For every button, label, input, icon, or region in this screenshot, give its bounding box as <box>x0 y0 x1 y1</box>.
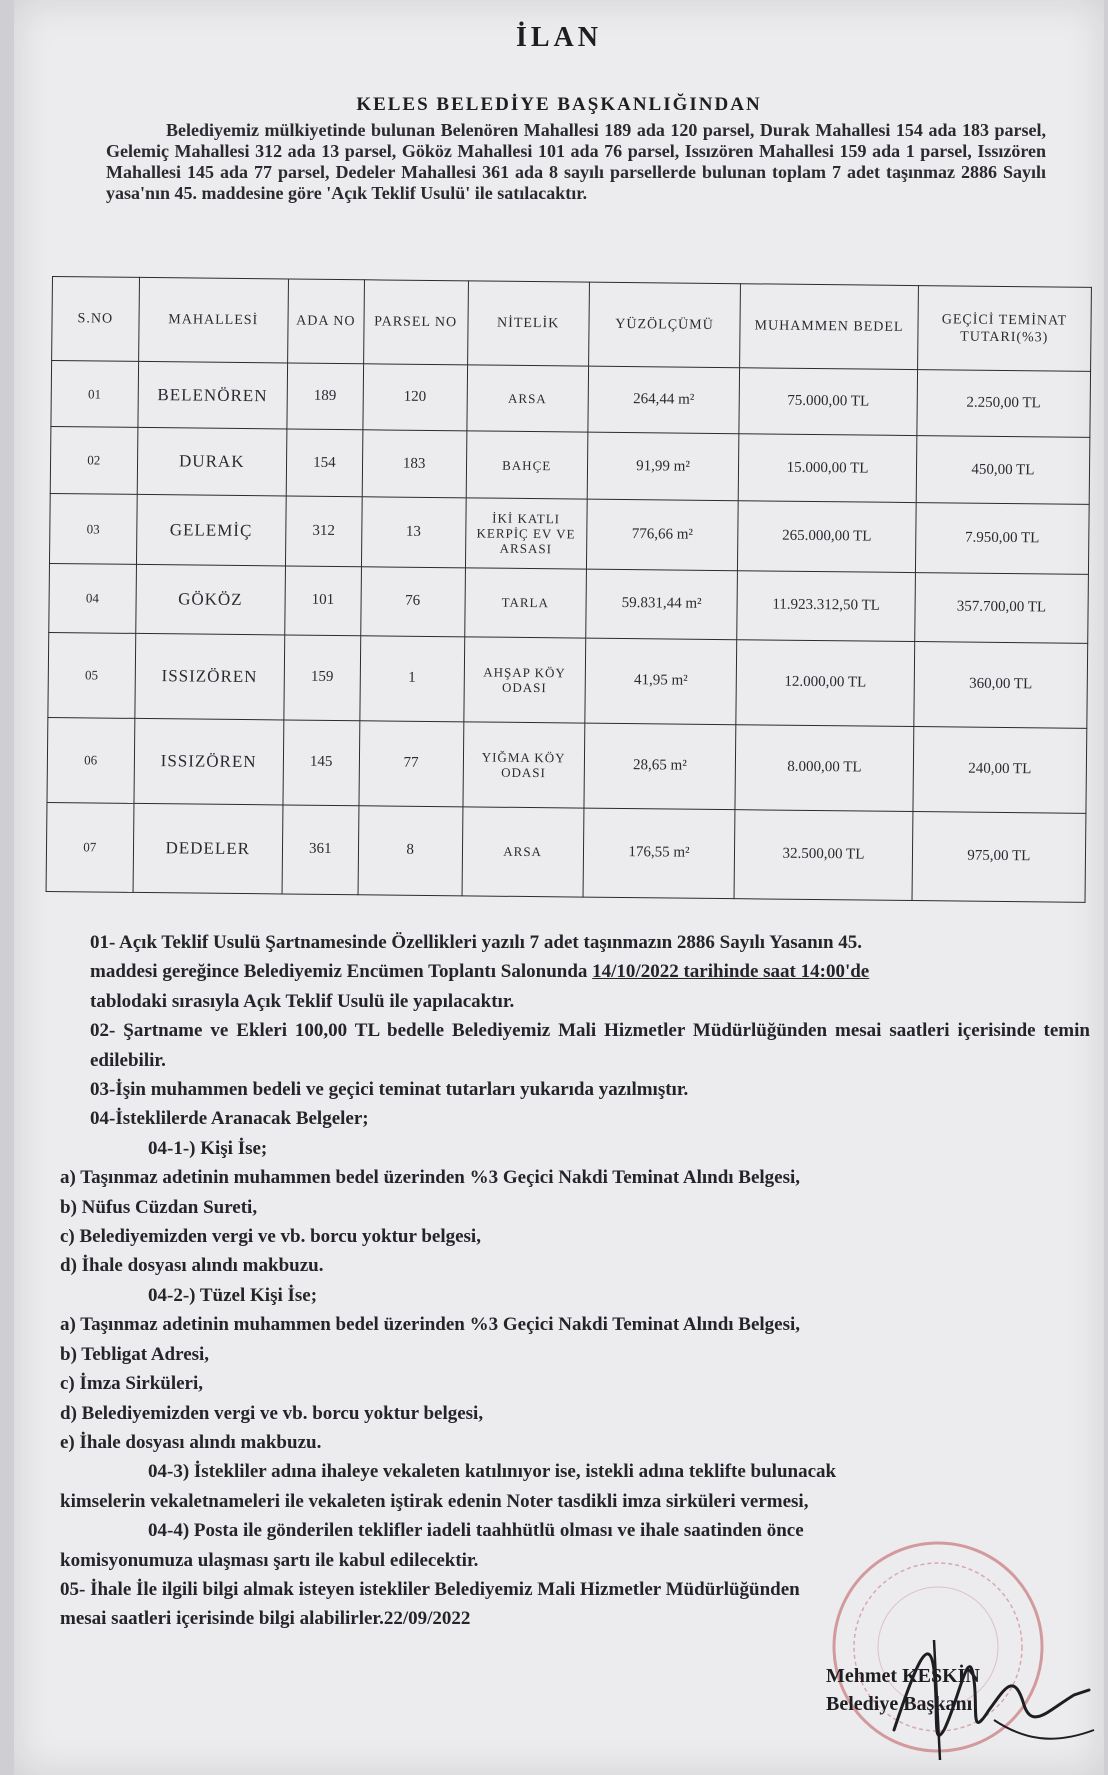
cell-bedel: 12.000,00 TL <box>736 639 914 726</box>
cell-yuzolcum: 59.831,44 m² <box>586 569 738 639</box>
cell-sno: 06 <box>47 717 134 803</box>
cell-yuzolcum: 28,65 m² <box>584 723 736 810</box>
cell-ada: 312 <box>285 496 361 567</box>
signature-icon <box>874 1610 1104 1770</box>
cell-sno: 03 <box>49 493 136 564</box>
signer-role: Belediye Başkanı <box>826 1693 973 1715</box>
clause-02: 02- Şartname ve Ekleri 100,00 TL bedelle Belediyemiz Mali Hizmetler Müdürlüğünden mesai saatleri içerisinde temin edilebilir. <box>90 1020 1090 1071</box>
clause-04-3-line2: kimselerin vekaletnameleri ile vekaleten iştirak edenin Noter tasdikli imza sirküleri vermesi, <box>60 1490 809 1512</box>
cell-teminat: 357.700,00 TL <box>914 573 1088 643</box>
clause-01-line1: 01- Açık Teklif Usulü Şartnamesinde Özellikleri yazılı 7 adet taşınmazın 2886 Sayılı Yasanın 45. <box>90 932 863 953</box>
cell-teminat: 240,00 TL <box>913 726 1087 813</box>
cell-bedel: 265.000,00 TL <box>738 500 916 572</box>
cell-mahalle: DURAK <box>137 428 287 496</box>
notice-subtitle: KELES BELEDİYE BAŞKANLIĞINDAN <box>356 94 762 115</box>
cell-teminat: 7.950,00 TL <box>915 502 1089 574</box>
cell-bedel: 8.000,00 TL <box>735 724 913 811</box>
cell-mahalle: GÖKÖZ <box>135 565 285 635</box>
cell-nitelik: ARSA <box>466 365 588 433</box>
header-ada: ADA NO <box>288 279 365 364</box>
table-row <box>48 632 1088 728</box>
cell-yuzolcum: 264,44 m² <box>588 366 740 434</box>
auction-date: 14/10/2022 tarihinde saat 14:00'de <box>592 961 870 983</box>
cell-sno: 07 <box>46 802 134 892</box>
list-item: c) İmza Sirküleri, <box>60 1373 204 1395</box>
cell-yuzolcum: 776,66 m² <box>586 499 738 571</box>
header-parsel: PARSEL NO <box>363 280 468 365</box>
header-yuzolcum: YÜZÖLÇÜMÜ <box>588 282 740 368</box>
cell-mahalle: GELEMİÇ <box>136 494 286 566</box>
signer-name: Mehmet KESKİN <box>826 1665 980 1687</box>
clause-04: 04-İsteklilerde Aranacak Belgeler; <box>90 1108 369 1130</box>
list-item: d) Belediyemizden vergi ve vb. borcu yoktur belgesi, <box>60 1402 484 1424</box>
list-item: e) İhale dosyası alındı makbuzu. <box>60 1431 322 1453</box>
clause-05-line2: mesai saatleri içerisinde bilgi alabilirler.22/09/2022 <box>60 1608 471 1630</box>
cell-ada: 101 <box>285 566 361 635</box>
cell-mahalle: ISSIZÖREN <box>134 718 284 805</box>
table-row <box>49 564 1089 643</box>
cell-teminat: 2.250,00 TL <box>917 370 1091 438</box>
cell-yuzolcum: 91,99 m² <box>587 432 739 500</box>
cell-mahalle: ISSIZÖREN <box>134 633 284 720</box>
list-item: b) Tebligat Adresi, <box>60 1343 210 1365</box>
table-header-row <box>52 277 1092 372</box>
cell-nitelik: ARSA <box>462 807 584 897</box>
list-item: d) İhale dosyası alındı makbuzu. <box>60 1255 324 1277</box>
table-row <box>46 802 1086 902</box>
header-nitelik: NİTELİK <box>467 281 589 366</box>
clause-01-line3: tablodaki sırasıyla Açık Teklif Usulü ile yapılacaktır. <box>90 990 515 1012</box>
cell-mahalle: DEDELER <box>133 803 283 894</box>
cell-ada: 154 <box>286 429 362 496</box>
cell-nitelik: TARLA <box>464 568 586 638</box>
cell-ada: 159 <box>284 635 361 721</box>
cell-parsel: 77 <box>359 720 464 806</box>
cell-parsel: 8 <box>358 806 463 896</box>
table-row <box>47 717 1087 813</box>
table-row <box>51 361 1091 438</box>
notice-sheet <box>14 0 1104 1775</box>
cell-bedel: 15.000,00 TL <box>738 434 916 502</box>
header-bedel: MUHAMMEN BEDEL <box>740 284 918 370</box>
parcel-table <box>46 276 1092 903</box>
cell-ada: 145 <box>283 720 360 806</box>
cell-nitelik: YIĞMA KÖY ODASI <box>463 722 585 808</box>
cell-yuzolcum: 176,55 m² <box>583 808 735 899</box>
cell-parsel: 13 <box>361 497 466 569</box>
cell-sno: 04 <box>49 564 136 633</box>
cell-teminat: 450,00 TL <box>916 436 1090 504</box>
cell-parsel: 76 <box>360 567 465 637</box>
header-mahalle: MAHALLESİ <box>138 277 288 363</box>
cell-parsel: 120 <box>363 364 468 431</box>
cell-sno: 01 <box>51 361 138 428</box>
list-item: a) Taşınmaz adetinin muhammen bedel üzerinden %3 Geçici Nakdi Teminat Alındı Belgesi, <box>60 1167 801 1189</box>
notice-title: İLAN <box>515 22 602 53</box>
clause-01-line2 <box>60 957 1090 986</box>
cell-parsel: 183 <box>362 430 467 497</box>
cell-ada: 361 <box>282 805 359 895</box>
clause-04-2: 04-2-) Tüzel Kişi İse; <box>148 1284 318 1306</box>
cell-teminat: 360,00 TL <box>914 641 1088 728</box>
table-row <box>49 493 1089 574</box>
cell-teminat: 975,00 TL <box>912 811 1086 902</box>
notice-body <box>60 928 1090 1634</box>
cell-nitelik: İKİ KATLI KERPİÇ EV VE ARSASI <box>465 498 587 570</box>
cell-parsel: 1 <box>360 635 465 721</box>
list-item: c) Belediyemizden vergi ve vb. borcu yoktur belgesi, <box>60 1226 481 1248</box>
cell-sno: 05 <box>48 632 135 718</box>
header-sno: S.NO <box>52 277 139 362</box>
cell-sno: 02 <box>50 427 137 494</box>
cell-nitelik: BAHÇE <box>466 431 588 499</box>
list-item: b) Nüfus Cüzdan Sureti, <box>60 1196 258 1218</box>
cell-nitelik: AHŞAP KÖY ODASI <box>463 637 585 723</box>
clause-04-3-line1: 04-3) İstekliler adına ihaleye vekaleten katılınıyor ise, istekli adına teklifte bulunacak <box>148 1461 837 1483</box>
list-item: a) Taşınmaz adetinin muhammen bedel üzerinden %3 Geçici Nakdi Teminat Alındı Belgesi, <box>60 1314 801 1336</box>
clause-03: 03-İşin muhammen bedeli ve geçici teminat tutarları yukarıda yazılmıştır. <box>90 1079 689 1101</box>
cell-ada: 189 <box>287 363 363 430</box>
cell-mahalle: BELENÖREN <box>137 361 287 429</box>
intro-paragraph: Belediyemiz mülkiyetinde bulunan Belenören Mahallesi 189 ada 120 parsel, Durak Mahallesi 154 ada 183 parsel, Gelemiç Mahallesi 312 ada 13 parsel, Gököz Mahallesi 101 ada 76 parsel, Issızören Mahallesi 159 ada 1 parsel, Issızören Mahallesi 145 ada 77 parsel, Dedeler Mahallesi 361 ada 8 sayılı parsellerde bulunan toplam 7 adet taşınmaz 2886 Sayılı yasa'nın 45. maddesine göre 'Açık Teklif Usulü' ile satılacaktır. <box>106 120 1046 203</box>
cell-bedel: 32.500,00 TL <box>734 809 912 900</box>
table-row <box>50 427 1090 504</box>
cell-bedel: 11.923.312,50 TL <box>737 571 915 641</box>
clause-05-line1: 05- İhale İle ilgili bilgi almak isteyen istekliler Belediyemiz Mali Hizmetler Müdürlüğünden <box>60 1578 800 1600</box>
clause-01-text: maddesi gereğince Belediyemiz Encümen Toplantı Salonunda <box>90 961 593 983</box>
clause-04-4-line1: 04-4) Posta ile gönderilen teklifler iadeli taahhütlü olması ve ihale saatinden önce <box>148 1520 804 1542</box>
cell-yuzolcum: 41,95 m² <box>585 638 737 725</box>
clause-04-1: 04-1-) Kişi İse; <box>148 1137 268 1159</box>
clause-04-4-line2: komisyonumuza ulaşması şartı ile kabul edilecektir. <box>60 1549 479 1571</box>
header-teminat: GEÇİCİ TEMİNAT TUTARI(%3) <box>917 286 1091 372</box>
cell-bedel: 75.000,00 TL <box>739 368 917 436</box>
